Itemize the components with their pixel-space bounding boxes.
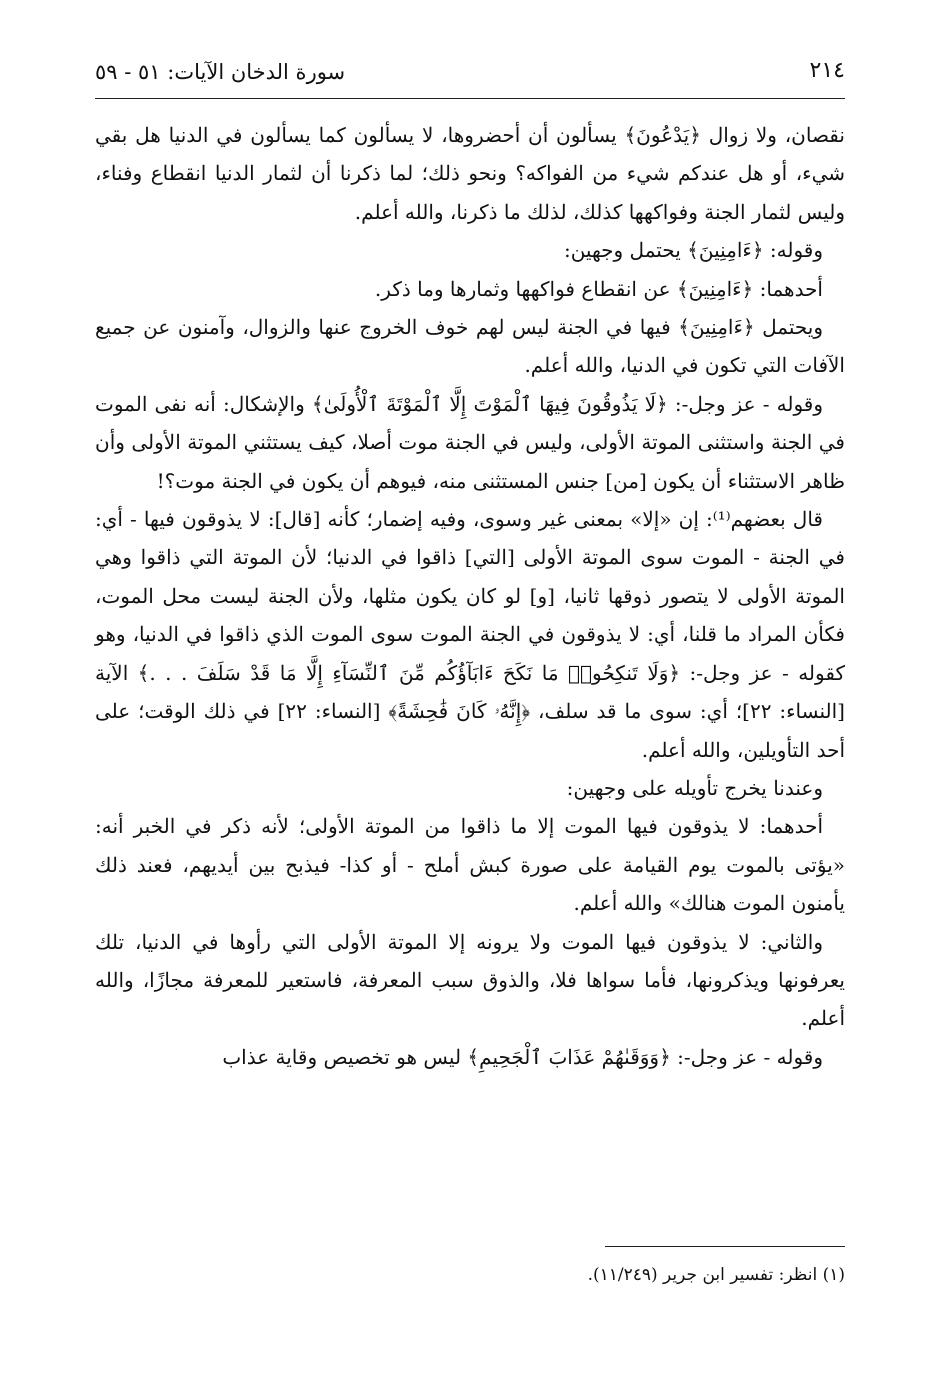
page-header: [95, 52, 845, 96]
running-title: سورة الدخان الآيات: ٥١ - ٥٩: [95, 60, 346, 84]
paragraph: أحدهما: ﴿ءَامِنِينَ﴾ عن انقطاع فواكهها وثمارها وما ذكر.: [374, 276, 823, 301]
footnote: (١) انظر: تفسير ابن جرير (١١/٢٤٩).: [587, 1265, 845, 1285]
paragraph: والثاني: لا يذوقون فيها الموت ولا يرونه إلا الموتة الأولى التي رأوها في الدنيا، تلك يعرفونها ويذكرونها، فأما سواها فلا، والذوق سبب المعرفة، فاستعير للمعرفة مجازًا، والله أعلم.: [95, 929, 845, 1031]
footnote-divider: [605, 1246, 845, 1247]
paragraph: أحدهما: لا يذوقون فيها الموت إلا ما ذاقوا من الموتة الأولى؛ لأنه ذكر في الخبر أنه: «يؤتى بالموت يوم القيامة على صورة كبش أملح - أو كذا- فيذبح بين أيديهم، فعند ذلك يأمنون الموت هنالك» والله أعلم.: [95, 814, 845, 916]
paragraph: ويحتمل ﴿ءَامِنِينَ﴾ فيها في الجنة ليس لهم خوف الخروج عنها والزوال، وآمنون عن جميع الآفات التي تكون في الدنيا، والله أعلم.: [95, 315, 845, 378]
paragraph: قال بعضهم⁽¹⁾: إن «إلا» بمعنى غير وسوى، وفيه إضمار؛ كأنه [قال]: لا يذوقون فيها - أي: في الجنة - الموت سوى الموتة الأولى [التي] ذاقوا في الدنيا؛ لأن الموتة التي ذاقوا وهي الموتة الأولى لا يتصور ذوقها ثانيا، [و] لو كان يكون مثلها، ولأن الجنة ليست محل الموت، فكأن المراد ما قلنا، أي: لا يذوقون في الجنة الموت سوى الموت الذي ذاقوا في الدنيا، وهو كقوله - عز وجل-: ﴿وَلَا تَنكِحُوا۟ مَا نَكَحَ ءَابَآؤُكُم مِّنَ ٱلنِّسَآءِ إِلَّا مَا قَدْ سَلَفَ . . .﴾ الآية [النساء: ٢٢]؛ أي: سوى ما قد سلف، ﴿إِنَّهُۥ كَانَ فَٰحِشَةً﴾ [النساء: ٢٢] في ذلك الوقت؛ على أحد التأويلين، والله أعلم.: [95, 507, 845, 762]
header-divider: [95, 98, 845, 99]
paragraph: وقوله - عز وجل-: ﴿وَوَقَىٰهُمْ عَذَابَ ٱلْجَحِيمِ﴾ ليس هو تخصيص وقاية عذاب: [222, 1044, 823, 1069]
paragraph: وقوله: ﴿ءَامِنِينَ﴾ يحتمل وجهين:: [563, 238, 823, 263]
paragraph: نقصان، ولا زوال ﴿يَدْعُونَ﴾ يسألون أن أحضروها، لا يسألون كما يسألون في الدنيا هل بقي شيء، أو هل عندكم شيء من الفواكه؟ ونحو ذلك؛ لما ذكرنا أن لثمار الدنيا انقطاع وفناء، وليس لثمار الجنة وفواكهها كذلك، لذلك ما ذكرنا، والله أعلم.: [95, 123, 845, 224]
main-text: [95, 116, 845, 1076]
paragraph: وقوله - عز وجل-: ﴿لَا يَذُوقُونَ فِيهَا ٱلْمَوْتَ إِلَّا ٱلْمَوْتَةَ ٱلْأُولَىٰ﴾ والإشكال: أنه نفى الموت في الجنة واستثنى الموتة الأولى، وليس في الجنة موت أصلا، كيف يستثني الموتة الأولى وأن ظاهر الاستثناء أن يكون [من] جنس المستثنى منه، فيوهم أن يكون في الجنة موت؟!: [95, 391, 845, 493]
page-number: ٢١٤: [809, 58, 845, 83]
paragraph: وعندنا يخرج تأويله على وجهين:: [566, 775, 823, 800]
